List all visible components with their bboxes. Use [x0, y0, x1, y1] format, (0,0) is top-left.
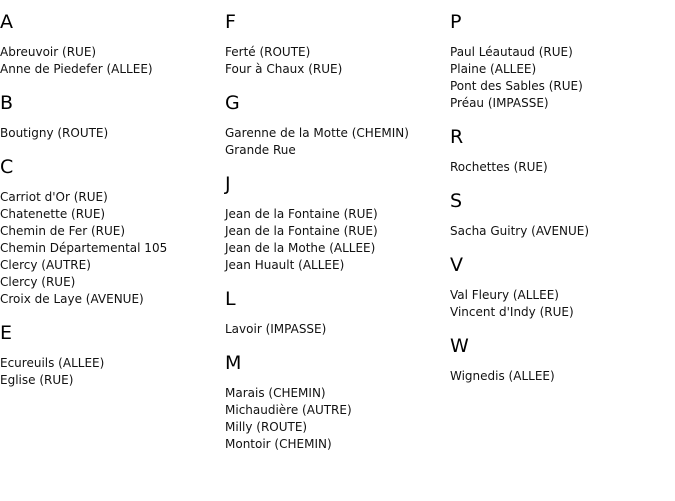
letter-heading: F	[225, 11, 236, 33]
street-item[interactable]: Milly (ROUTE)	[225, 420, 308, 434]
street-item[interactable]: Clercy (AUTRE)	[0, 258, 91, 272]
letter-heading: A	[0, 11, 13, 33]
letter-heading: S	[450, 190, 463, 212]
street-list	[450, 159, 670, 176]
street-item[interactable]: Croix de Laye (AVENUE)	[0, 292, 144, 306]
street-item[interactable]: Grande Rue	[225, 143, 296, 157]
letter-group	[225, 351, 445, 453]
street-item[interactable]: Clercy (RUE)	[0, 275, 76, 289]
street-item[interactable]: Boutigny (ROUTE)	[0, 126, 109, 140]
letter-heading: G	[225, 92, 240, 114]
street-item[interactable]: Ecureuils (ALLEE)	[0, 356, 105, 370]
street-item[interactable]: Montoir (CHEMIN)	[225, 437, 332, 451]
street-item[interactable]: Jean de la Fontaine (RUE)	[225, 224, 378, 238]
street-list	[0, 355, 220, 389]
street-item[interactable]: Chemin Départemental 105	[0, 241, 168, 255]
letter-group	[0, 10, 220, 78]
street-list	[450, 44, 670, 112]
street-item[interactable]: Four à Chaux (RUE)	[225, 62, 343, 76]
street-item[interactable]: Anne de Piedefer (ALLEE)	[0, 62, 153, 76]
street-list	[0, 189, 220, 308]
street-item[interactable]: Val Fleury (ALLEE)	[450, 288, 559, 302]
letter-heading: W	[450, 335, 469, 357]
street-item[interactable]: Lavoir (IMPASSE)	[225, 322, 327, 336]
street-item[interactable]: Jean de la Mothe (ALLEE)	[225, 241, 376, 255]
street-item[interactable]: Chemin de Fer (RUE)	[0, 224, 126, 238]
street-item[interactable]: Garenne de la Motte (CHEMIN)	[225, 126, 409, 140]
street-item[interactable]: Jean de la Fontaine (RUE)	[225, 207, 378, 221]
street-item[interactable]: Pont des Sables (RUE)	[450, 79, 583, 93]
street-item[interactable]: Préau (IMPASSE)	[450, 96, 549, 110]
letter-heading: E	[0, 322, 13, 344]
street-item[interactable]: Marais (CHEMIN)	[225, 386, 326, 400]
letter-heading: M	[225, 352, 242, 374]
letter-group	[450, 253, 670, 321]
letter-group	[0, 91, 220, 142]
letter-heading: C	[0, 156, 14, 178]
street-list	[225, 125, 445, 159]
street-item[interactable]: Eglise (RUE)	[0, 373, 74, 387]
street-item[interactable]: Ferté (ROUTE)	[225, 45, 311, 59]
street-item[interactable]: Sacha Guitry (AVENUE)	[450, 224, 590, 238]
street-list	[450, 287, 670, 321]
street-item[interactable]: Rochettes (RUE)	[450, 160, 548, 174]
letter-group	[225, 287, 445, 338]
street-index-column-2	[225, 10, 445, 466]
street-index-column-1	[0, 10, 220, 402]
letter-group	[450, 334, 670, 385]
street-item[interactable]: Jean Huault (ALLEE)	[225, 258, 345, 272]
street-list	[225, 385, 445, 453]
street-item[interactable]: Abreuvoir (RUE)	[0, 45, 97, 59]
street-item[interactable]: Plaine (ALLEE)	[450, 62, 537, 76]
letter-group	[450, 10, 670, 112]
street-item[interactable]: Paul Léautaud (RUE)	[450, 45, 573, 59]
letter-heading: P	[450, 11, 462, 33]
street-item[interactable]: Chatenette (RUE)	[0, 207, 106, 221]
street-list	[225, 44, 445, 78]
street-list	[225, 206, 445, 274]
letter-heading: V	[450, 254, 463, 276]
letter-group	[225, 172, 445, 274]
letter-heading: B	[0, 92, 14, 114]
letter-heading: J	[225, 173, 231, 195]
letter-group	[450, 125, 670, 176]
letter-group	[0, 155, 220, 308]
street-list	[225, 321, 445, 338]
letter-heading: R	[450, 126, 464, 148]
letter-group	[450, 189, 670, 240]
street-list	[450, 223, 670, 240]
street-item[interactable]: Michaudière (AUTRE)	[225, 403, 352, 417]
street-index-column-3	[450, 10, 670, 398]
street-list	[0, 125, 220, 142]
street-list	[450, 368, 670, 385]
street-list	[0, 44, 220, 78]
street-item[interactable]: Vincent d'Indy (RUE)	[450, 305, 574, 319]
letter-group	[225, 10, 445, 78]
letter-heading: L	[225, 288, 236, 310]
street-item[interactable]: Wignedis (ALLEE)	[450, 369, 555, 383]
street-item[interactable]: Carriot d'Or (RUE)	[0, 190, 108, 204]
letter-group	[225, 91, 445, 159]
letter-group	[0, 321, 220, 389]
